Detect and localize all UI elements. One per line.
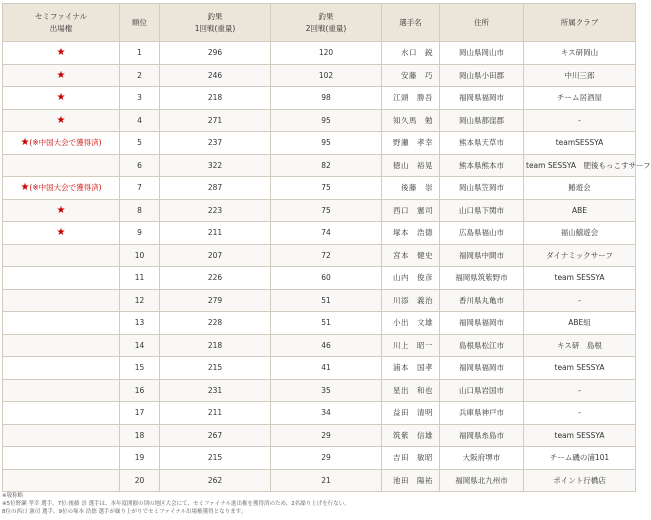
club-cell: ABE [524, 199, 636, 222]
rank-cell: 7 [120, 177, 160, 200]
address-cell: 大阪府堺市 [440, 447, 524, 470]
round2-catch-cell: 72 [271, 244, 382, 267]
header-catch-round1 [160, 4, 271, 42]
player-name-cell: 山内 俊彦 [382, 267, 440, 290]
round1-catch-cell: 279 [160, 289, 271, 312]
round2-catch-cell: 95 [271, 132, 382, 155]
player-name-cell: 野瀬 孝幸 [382, 132, 440, 155]
header-semifinal [3, 4, 120, 42]
footnote-promotion: ※5位野瀬 孝幸 選手、7位:後藤 崇 選手は、本年度開催の別の地区大会にて、セミファイナル進出権を獲得済のため、2名繰り上げを行ない。 [2, 501, 350, 507]
rank-cell: 13 [120, 312, 160, 335]
header-rank [120, 4, 160, 42]
club-cell: キス研 島根 [524, 334, 636, 357]
round1-catch-cell: 228 [160, 312, 271, 335]
address-cell: 福岡県中間市 [440, 244, 524, 267]
rank-cell: 11 [120, 267, 160, 290]
club-cell: team SESSYA 肥後もっこすサーフ [524, 154, 636, 177]
address-cell: 福岡県福岡市 [440, 312, 524, 335]
semifinal-cell [3, 334, 120, 357]
table-body [3, 42, 651, 492]
semifinal-cell [3, 289, 120, 312]
header-address [440, 4, 524, 42]
address-cell: 岡山県岡山市 [440, 42, 524, 65]
club-cell: teamSESSYA [524, 132, 636, 155]
club-cell: ダイナミックサーフ [524, 244, 636, 267]
round2-catch-cell: 98 [271, 87, 382, 110]
player-name-cell: 川上 昭一 [382, 334, 440, 357]
header-player-name-line: 選手名 [399, 17, 422, 27]
address-cell: 島根県松江市 [440, 334, 524, 357]
star-icon: ★ [56, 227, 66, 239]
rank-cell: 4 [120, 109, 160, 132]
round1-catch-cell: 262 [160, 469, 271, 492]
round2-catch-cell: 51 [271, 289, 382, 312]
results-table [2, 3, 651, 492]
player-name-cell: 池田 陽祐 [382, 469, 440, 492]
round1-catch-cell: 211 [160, 402, 271, 425]
player-name-cell: 益田 清明 [382, 402, 440, 425]
round2-catch-cell: 95 [271, 109, 382, 132]
star-icon: ★ [56, 47, 66, 59]
club-cell: - [524, 402, 636, 425]
table-row [3, 402, 636, 425]
club-cell: チーム磯の浦101 [524, 447, 636, 470]
player-name-cell: 水口 鋭 [382, 42, 440, 65]
round1-catch-cell: 207 [160, 244, 271, 267]
club-cell: ポイント行橋店 [524, 469, 636, 492]
rank-cell: 2 [120, 64, 160, 87]
player-name-cell: 浦本 国孝 [382, 357, 440, 380]
rank-cell: 12 [120, 289, 160, 312]
star-icon: ★ [56, 92, 66, 104]
player-name-cell: 吉田 敏昭 [382, 447, 440, 470]
results-table-container [2, 3, 651, 492]
club-cell: team SESSYA [524, 357, 636, 380]
round1-catch-cell: 287 [160, 177, 271, 200]
player-name-cell: 宮本 健史 [382, 244, 440, 267]
player-name-cell: 江頭 勝吾 [382, 87, 440, 110]
round2-catch-cell: 120 [271, 42, 382, 65]
rank-cell: 14 [120, 334, 160, 357]
player-name-cell: 小出 文雄 [382, 312, 440, 335]
round1-catch-cell: 211 [160, 222, 271, 245]
player-name-cell: 知久馬 勉 [382, 109, 440, 132]
round1-catch-cell: 226 [160, 267, 271, 290]
semifinal-cell [3, 132, 120, 155]
footnote-honorific: ※敬称略 [2, 493, 24, 499]
header-club-line: 所属クラブ [560, 17, 599, 27]
star-icon: ★ [20, 137, 30, 149]
semifinal-cell [3, 109, 120, 132]
header-address-line: 住所 [474, 17, 489, 27]
semifinal-cell [3, 87, 120, 110]
table-row [3, 424, 636, 447]
header-club [524, 4, 636, 42]
semifinal-cell [3, 244, 120, 267]
rank-cell: 20 [120, 469, 160, 492]
round2-catch-cell: 21 [271, 469, 382, 492]
round1-catch-cell: 296 [160, 42, 271, 65]
round1-catch-cell: 322 [160, 154, 271, 177]
table-row [3, 312, 636, 335]
address-cell: 山口県下関市 [440, 199, 524, 222]
round1-catch-cell: 218 [160, 334, 271, 357]
table-row [3, 379, 636, 402]
club-cell: キス研岡山 [524, 42, 636, 65]
round1-catch-cell: 271 [160, 109, 271, 132]
table-row [3, 222, 636, 245]
table-row [3, 64, 636, 87]
rank-cell: 16 [120, 379, 160, 402]
semifinal-cell [3, 42, 120, 65]
semifinal-cell [3, 379, 120, 402]
round2-catch-cell: 34 [271, 402, 382, 425]
round2-catch-cell: 46 [271, 334, 382, 357]
header-player-name [382, 4, 440, 42]
round1-catch-cell: 215 [160, 447, 271, 470]
round2-catch-cell: 51 [271, 312, 382, 335]
club-cell: 福山鱚遊会 [524, 222, 636, 245]
table-row [3, 357, 636, 380]
semifinal-cell [3, 267, 120, 290]
semifinal-cell [3, 154, 120, 177]
header-catch-round1-line: 1回戦(重量) [194, 23, 236, 33]
table-row [3, 132, 636, 155]
club-cell: チーム居酒屋 [524, 87, 636, 110]
club-cell: - [524, 109, 636, 132]
round2-catch-cell: 60 [271, 267, 382, 290]
rank-cell: 9 [120, 222, 160, 245]
address-cell: 熊本県熊本市 [440, 154, 524, 177]
round1-catch-cell: 267 [160, 424, 271, 447]
header-semifinal-line: セミファイナル [35, 11, 87, 21]
rank-cell: 6 [120, 154, 160, 177]
semifinal-cell [3, 222, 120, 245]
header-catch-round1-line: 釣果 [207, 11, 223, 21]
header-catch-round2 [271, 4, 382, 42]
footnote-promotion-cont: 8位の西口 憲司 選手、9位の塚本 浩德 選手が繰り上がりでセミファイナル出場権獲得となります。 [2, 509, 247, 515]
round1-catch-cell: 246 [160, 64, 271, 87]
address-cell: 福岡県糸島市 [440, 424, 524, 447]
table-row [3, 199, 636, 222]
club-cell: team SESSYA [524, 424, 636, 447]
round1-catch-cell: 237 [160, 132, 271, 155]
player-name-cell: 筑紫 信雄 [382, 424, 440, 447]
rank-cell: 18 [120, 424, 160, 447]
address-cell: 広島県福山市 [440, 222, 524, 245]
address-cell: 熊本県天草市 [440, 132, 524, 155]
round2-catch-cell: 29 [271, 424, 382, 447]
club-cell: - [524, 379, 636, 402]
header-catch-round2-line: 釣果 [318, 11, 334, 21]
semifinal-cell [3, 402, 120, 425]
semifinal-cell [3, 64, 120, 87]
table-row [3, 109, 636, 132]
player-name-cell: 安藤 巧 [382, 64, 440, 87]
header-semifinal-line: 出場権 [49, 23, 73, 33]
round1-catch-cell: 215 [160, 357, 271, 380]
address-cell: 岡山県都窪郡 [440, 109, 524, 132]
rank-cell: 1 [120, 42, 160, 65]
rank-cell: 5 [120, 132, 160, 155]
qualification-note: (※中国大会で獲得済) [29, 183, 102, 193]
star-icon: ★ [56, 69, 66, 81]
table-row [3, 177, 636, 200]
table-row [3, 469, 636, 492]
address-cell: 山口県岩国市 [440, 379, 524, 402]
semifinal-cell [3, 447, 120, 470]
table-row [3, 334, 636, 357]
star-icon: ★ [56, 114, 66, 126]
round2-catch-cell: 82 [271, 154, 382, 177]
address-cell: 香川県丸亀市 [440, 289, 524, 312]
player-name-cell: 後藤 崇 [382, 177, 440, 200]
round2-catch-cell: 35 [271, 379, 382, 402]
table-row [3, 244, 636, 267]
address-cell: 兵庫県神戸市 [440, 402, 524, 425]
semifinal-cell [3, 312, 120, 335]
header-catch-round2-line: 2回戦(重量) [305, 23, 347, 33]
rank-cell: 8 [120, 199, 160, 222]
round2-catch-cell: 75 [271, 199, 382, 222]
address-cell: 福岡県筑紫野市 [440, 267, 524, 290]
address-cell: 福岡県福岡市 [440, 357, 524, 380]
qualification-note: (※中国大会で獲得済) [29, 138, 102, 148]
star-icon: ★ [56, 204, 66, 216]
address-cell: 福岡県福岡市 [440, 87, 524, 110]
round1-catch-cell: 223 [160, 199, 271, 222]
address-cell: 岡山県小田郡 [440, 64, 524, 87]
club-cell: ABE組 [524, 312, 636, 335]
table-header-row [3, 4, 636, 42]
club-cell: - [524, 289, 636, 312]
player-name-cell: 川添 義治 [382, 289, 440, 312]
player-name-cell: 西口 憲司 [382, 199, 440, 222]
round1-catch-cell: 231 [160, 379, 271, 402]
rank-cell: 17 [120, 402, 160, 425]
round2-catch-cell: 74 [271, 222, 382, 245]
player-name-cell: 星出 和也 [382, 379, 440, 402]
semifinal-cell [3, 357, 120, 380]
address-cell: 福岡県北九州市 [440, 469, 524, 492]
club-cell: 中川三郎 [524, 64, 636, 87]
header-rank-line: 順位 [132, 17, 147, 27]
table-row [3, 42, 636, 65]
rank-cell: 3 [120, 87, 160, 110]
table-row [3, 154, 636, 177]
semifinal-cell [3, 424, 120, 447]
round1-catch-cell: 218 [160, 87, 271, 110]
round2-catch-cell: 29 [271, 447, 382, 470]
club-cell: 鰆遊会 [524, 177, 636, 200]
address-cell: 岡山県笠岡市 [440, 177, 524, 200]
player-name-cell: 塚本 浩德 [382, 222, 440, 245]
footnotes [2, 492, 638, 516]
round2-catch-cell: 102 [271, 64, 382, 87]
rank-cell: 19 [120, 447, 160, 470]
star-icon: ★ [20, 182, 30, 194]
round2-catch-cell: 75 [271, 177, 382, 200]
semifinal-cell [3, 199, 120, 222]
rank-cell: 10 [120, 244, 160, 267]
rank-cell: 15 [120, 357, 160, 380]
semifinal-cell [3, 177, 120, 200]
table-row [3, 267, 636, 290]
club-cell: team SESSYA [524, 267, 636, 290]
player-name-cell: 徳山 裕晃 [382, 154, 440, 177]
table-row [3, 87, 636, 110]
semifinal-cell [3, 469, 120, 492]
round2-catch-cell: 41 [271, 357, 382, 380]
table-row [3, 447, 636, 470]
table-row [3, 289, 636, 312]
